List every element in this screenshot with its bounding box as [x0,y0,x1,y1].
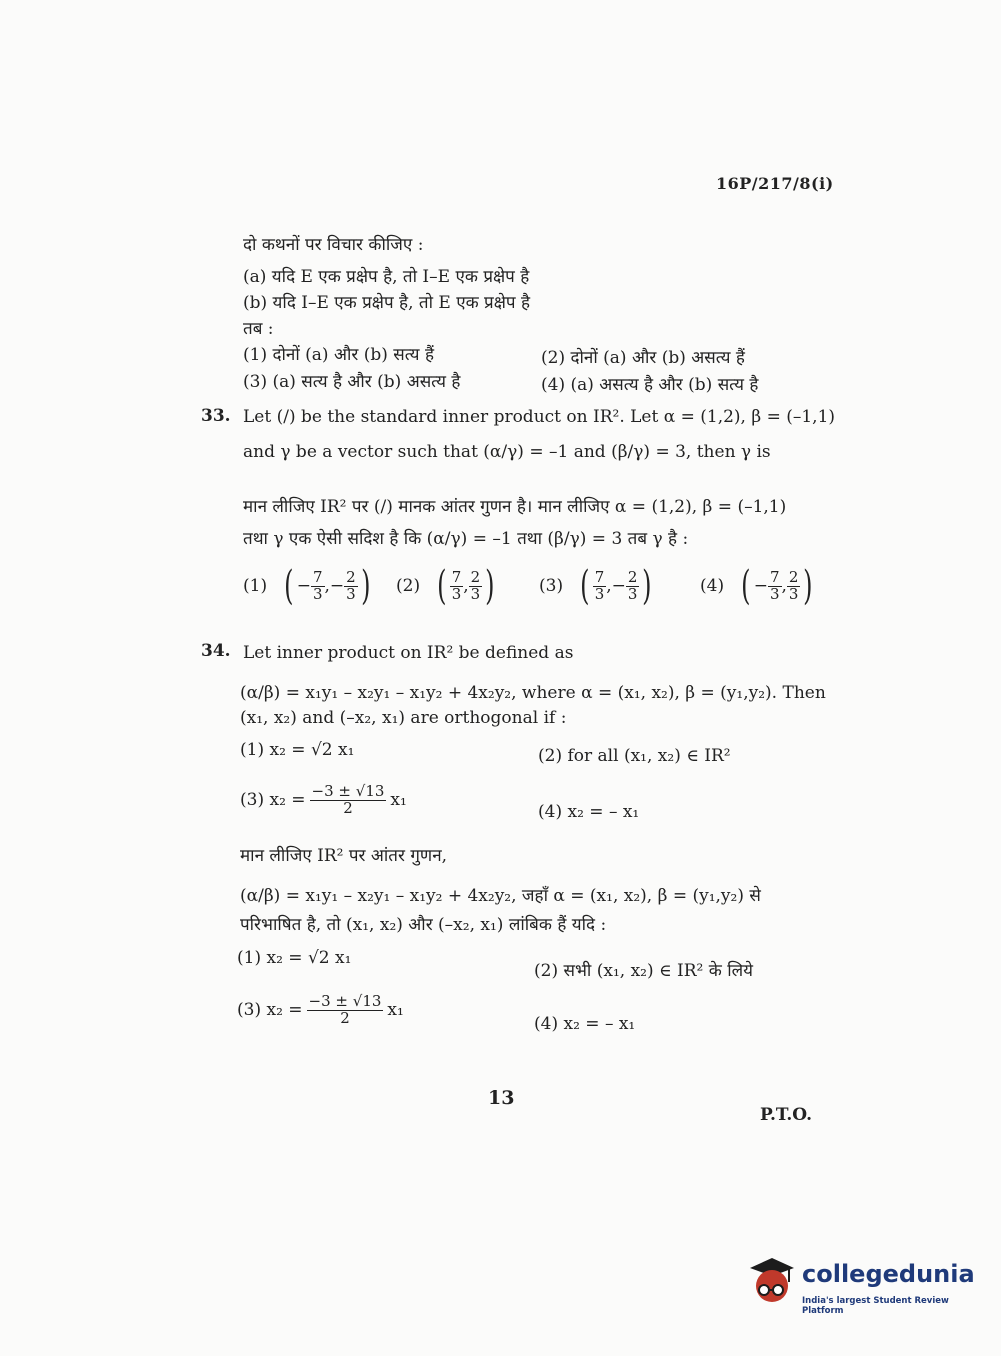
q34-hindi-option-4: (4) x₂ = – x₁ [534,1014,636,1034]
q34-number: 34. [201,641,231,661]
q33-line-1: Let (/) be the standard inner product on IR². Let α = (1,2), β = (–1,1) [243,407,836,427]
q34-option-1: (1) x₂ = √2 x₁ [240,740,355,760]
q34-hindi-option-3: (3) x₂ = $\frac{-3 \pm √13}{2}$ x₁ [237,992,404,1027]
q34-hindi-line-1: मान लीजिए IR² पर आंतर गुणन, [240,846,448,866]
q34-line-1: Let inner product on IR² be defined as [243,643,574,663]
q33-number: 33. [201,406,231,426]
page-number: 13 [488,1087,515,1109]
q33-option-3-frac-b: $\frac{2}{3}$ [627,567,638,603]
q34-hindi-line-2: (α/β) = x₁y₁ – x₂y₁ – x₁y₂ + 4x₂y₂, जहाँ α = (x₁, x₂), β = (y₁,y₂) से [240,886,761,906]
q33-option-1-frac-a: $\frac{7}{3}$ [312,567,323,603]
q33-option-2-label: (2) [396,576,421,596]
q32-hindi-option-3: (3) (a) सत्य है और (b) असत्य है [243,372,461,392]
q34-option-3-fraction: $\frac{-3 \pm √13}{2}$ [311,782,385,817]
q33-option-3-frac-a: $\frac{7}{3}$ [594,567,605,603]
q34-hindi-option-3-fraction: $\frac{-3 \pm √13}{2}$ [308,992,382,1027]
logo-name: collegedunia [802,1260,975,1288]
q34-option-3: (3) x₂ = $\frac{-3 \pm √13}{2}$ x₁ [240,782,407,817]
logo-tagline: India's largest Student Review Platform [802,1296,949,1316]
q33-option-2-frac-a: $\frac{7}{3}$ [451,567,462,603]
q34-option-2: (2) for all (x₁, x₂) ∈ IR² [538,746,731,766]
q33-option-1-label: (1) [243,576,268,596]
q32-hindi-statement-a: (a) यदि E एक प्रक्षेप है, तो I–E एक प्रक्षेप है [243,267,530,287]
paper-code: 16P/217/8(i) [716,174,834,193]
q33-hindi-line-1: मान लीजिए IR² पर (/) मानक आंतर गुणन है। मान लीजिए α = (1,2), β = (–1,1) [243,497,787,517]
mascot-icon [744,1248,800,1312]
q34-hindi-line-3: परिभाषित है, तो (x₁, x₂) और (–x₂, x₁) लांबिक हैं यदि : [240,915,607,935]
collegedunia-logo [744,1248,974,1318]
q32-hindi-option-1: (1) दोनों (a) और (b) सत्य हैं [243,345,434,365]
q34-line-2: (α/β) = x₁y₁ – x₂y₁ – x₁y₂ + 4x₂y₂, where α = (x₁, x₂), β = (y₁,y₂). Then [240,683,826,703]
q33-hindi-line-2: तथा γ एक ऐसी सदिश है कि (α/γ) = –1 तथा (β/γ) = 3 तब γ है : [243,529,689,549]
q33-option-4-frac-b: $\frac{2}{3}$ [788,567,799,603]
q32-hindi-then: तब : [243,319,274,339]
q33-option-1: (1) ( − $\frac{7}{3}$ , − $\frac{2}{3}$ ) [243,563,371,609]
q33-option-1-sign-a: − [296,576,311,596]
q33-option-3: (3) ( $\frac{7}{3}$ , − $\frac{2}{3}$ ) [539,563,652,609]
q33-option-1-sign-b: − [329,576,345,596]
q33-option-3-label: (3) [539,576,564,596]
q32-hindi-option-4: (4) (a) असत्य है और (b) सत्य है [541,375,759,395]
q33-option-4-label: (4) [700,576,725,596]
q33-option-1-frac-b: $\frac{2}{3}$ [346,567,356,603]
q33-line-2: and γ be a vector such that (α/γ) = –1 and (β/γ) = 3, then γ is [243,442,771,462]
q33-option-2-frac-b: $\frac{2}{3}$ [470,567,481,603]
q34-option-4: (4) x₂ = – x₁ [538,802,640,822]
q34-hindi-option-1: (1) x₂ = √2 x₁ [237,948,352,968]
q32-hindi-statement-b: (b) यदि I–E एक प्रक्षेप है, तो E एक प्रक्षेप है [243,293,531,313]
q33-option-4-frac-a: $\frac{7}{3}$ [769,567,780,603]
q32-hindi-intro: दो कथनों पर विचार कीजिए : [243,235,424,255]
q33-option-4: (4) ( − $\frac{7}{3}$ , $\frac{2}{3}$ ) [700,563,813,609]
q33-option-2: (2) ( $\frac{7}{3}$ , $\frac{2}{3}$ ) [396,563,495,609]
q32-hindi-option-2: (2) दोनों (a) और (b) असत्य हैं [541,348,745,368]
pto-label: P.T.O. [760,1105,812,1125]
q34-line-3: (x₁, x₂) and (–x₂, x₁) are orthogonal if : [240,708,567,728]
q34-hindi-option-2: (2) सभी (x₁, x₂) ∈ IR² के लिये [534,961,753,981]
